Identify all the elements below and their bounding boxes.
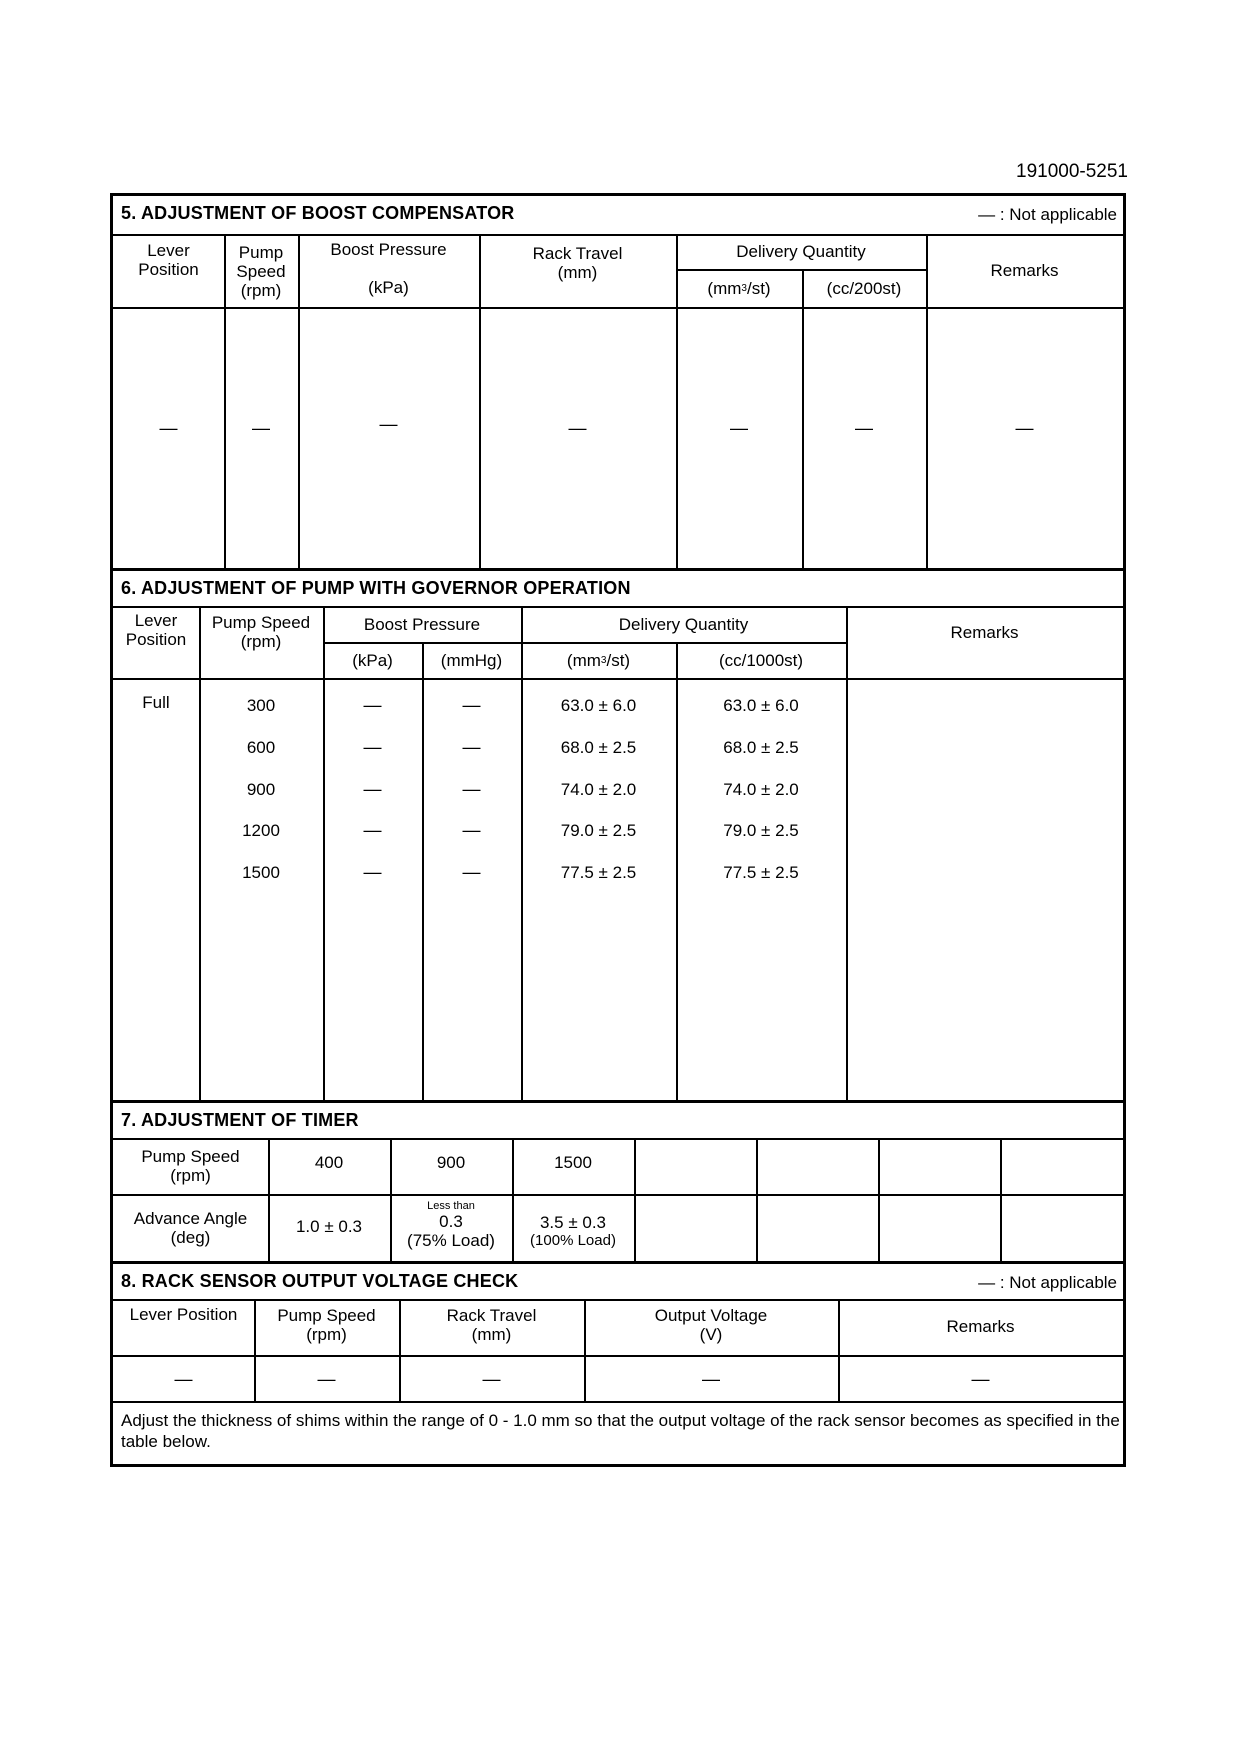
- section-8-title: 8. RACK SENSOR OUTPUT VOLTAGE CHECK: [121, 1271, 519, 1291]
- table-row-mmhg: —: [462, 736, 481, 757]
- table-row-kpa: —: [363, 861, 382, 882]
- table-row-mmhg: —: [462, 778, 481, 799]
- timer-angle-cell: [512, 1196, 634, 1260]
- section-7-title: 7. ADJUSTMENT OF TIMER: [121, 1110, 359, 1130]
- header-cc-per-200-strokes: (cc/200st): [826, 279, 902, 298]
- table-row-delivery-cc: 63.0 ± 6.0: [723, 695, 799, 715]
- table-row-mmhg: —: [462, 694, 481, 715]
- timer-speed-cell: 400: [314, 1152, 344, 1172]
- divider: [113, 678, 1123, 680]
- section-divider: [113, 568, 1123, 571]
- header-cc-per-1000-strokes: (cc/1000st): [718, 651, 804, 670]
- cell-rack-travel: —: [482, 1368, 501, 1389]
- header-rack-travel: Rack Travel (mm): [446, 1306, 537, 1344]
- header-mm3-per-stroke: (mm 3 /st): [566, 651, 631, 670]
- header-mm3-per-stroke: (mm 3 /st): [707, 279, 771, 298]
- angle-value: 3.5 ± 0.3: [539, 1213, 607, 1232]
- table-row-delivery-mm3: 74.0 ± 2.0: [560, 779, 637, 799]
- table-row-mmhg: —: [462, 861, 481, 882]
- header-lever-position: Lever Position: [129, 1304, 238, 1324]
- table-row-delivery-cc: 77.5 ± 2.5: [723, 862, 799, 882]
- table-row-delivery-mm3: 68.0 ± 2.5: [560, 737, 637, 757]
- column-rule: [756, 1138, 758, 1261]
- document-number: 191000-5251: [1016, 161, 1128, 182]
- column-rule: [199, 606, 201, 1100]
- cell-rack-travel: —: [568, 417, 587, 438]
- table-row-kpa: —: [363, 694, 382, 715]
- header-kpa: (kPa): [352, 651, 393, 670]
- divider: [113, 307, 1123, 309]
- cell-pump-speed: —: [252, 417, 270, 438]
- table-row-delivery-cc: 74.0 ± 2.0: [723, 779, 799, 799]
- table-row-kpa: —: [363, 819, 382, 840]
- header-output-voltage: Output Voltage (V): [654, 1306, 768, 1344]
- header-pump-speed: Pump Speed (rpm): [277, 1306, 376, 1344]
- section-8-not-applicable-note: — : Not applicable: [978, 1273, 1117, 1292]
- table-row-delivery-mm3: 63.0 ± 6.0: [560, 695, 637, 715]
- section-5-not-applicable-note: — : Not applicable: [978, 205, 1117, 224]
- cell-lever-position: —: [174, 1368, 193, 1389]
- section-5-title: 5. ADJUSTMENT OF BOOST COMPENSATOR: [121, 203, 515, 223]
- angle-value: 0.3: [439, 1212, 463, 1231]
- timer-speed-cell: 900: [436, 1152, 466, 1172]
- header-pump-speed: Pump Speed (rpm): [236, 243, 286, 300]
- cell-lever-position: —: [159, 417, 178, 438]
- header-remarks: Remarks: [950, 622, 1019, 642]
- column-rule: [1000, 1138, 1002, 1261]
- header-lever-position: Lever Position: [125, 611, 187, 649]
- table-row-delivery-cc: 68.0 ± 2.5: [723, 737, 799, 757]
- header-remarks: Remarks: [990, 261, 1059, 280]
- cell-lever-position-full: Full: [142, 692, 170, 712]
- table-row-mmhg: —: [462, 819, 481, 840]
- table-row-speed: 300: [246, 695, 276, 715]
- table-row-kpa: —: [363, 778, 382, 799]
- cell-boost-pressure: —: [379, 413, 398, 434]
- cell-remarks: —: [971, 1368, 990, 1389]
- load-condition: (75% Load): [407, 1231, 495, 1250]
- column-rule: [634, 1138, 636, 1261]
- table-row-delivery-mm3: 79.0 ± 2.5: [560, 820, 637, 840]
- column-rule: [323, 606, 325, 1100]
- header-remarks: Remarks: [946, 1316, 1015, 1336]
- table-row-speed: 600: [246, 737, 276, 757]
- header-lever-position: Lever Position: [138, 241, 199, 279]
- section-divider: [113, 1261, 1123, 1264]
- table-row-kpa: —: [363, 736, 382, 757]
- timer-angle-cell: [390, 1196, 512, 1260]
- specification-form: [110, 193, 1126, 1467]
- cell-remarks: —: [1015, 417, 1034, 438]
- header-boost-pressure: Boost Pressure (kPa): [330, 240, 447, 297]
- row-label-advance-angle: Advance Angle (deg): [133, 1209, 248, 1247]
- table-row-speed: 1200: [242, 820, 280, 840]
- cell-pump-speed: —: [317, 1368, 336, 1389]
- timer-angle-cell: 1.0 ± 0.3: [295, 1216, 363, 1236]
- header-pump-speed: Pump Speed (rpm): [211, 613, 311, 651]
- cell-delivery-cc: —: [855, 417, 873, 438]
- section-divider: [113, 1100, 1123, 1103]
- table-row-speed: 900: [246, 779, 276, 799]
- header-rack-travel: Rack Travel (mm): [532, 244, 623, 282]
- cell-delivery-mm3: —: [730, 417, 748, 438]
- header-delivery-quantity: Delivery Quantity: [736, 242, 866, 261]
- less-than-prefix: Less than: [427, 1200, 475, 1212]
- divider: [113, 1401, 1123, 1403]
- column-rule: [521, 606, 523, 1100]
- load-condition: (100% Load): [530, 1232, 616, 1249]
- section-6-title: 6. ADJUSTMENT OF PUMP WITH GOVERNOR OPERATION: [121, 578, 631, 598]
- header-mmhg: (mmHg): [440, 651, 503, 670]
- header-delivery-quantity: Delivery Quantity: [618, 614, 749, 634]
- column-rule: [846, 606, 848, 1100]
- table-row-delivery-cc: 79.0 ± 2.5: [723, 820, 799, 840]
- table-row-delivery-mm3: 77.5 ± 2.5: [560, 862, 637, 882]
- shim-adjustment-note: Adjust the thickness of shims within the range of 0 - 1.0 mm so that the output voltage of the rack sensor becomes as specified in the table below.: [121, 1411, 1120, 1451]
- cell-output-voltage: —: [702, 1368, 720, 1389]
- row-label-pump-speed: Pump Speed (rpm): [141, 1147, 240, 1185]
- divider: [113, 1355, 1123, 1357]
- column-rule: [878, 1138, 880, 1261]
- header-boost-pressure: Boost Pressure: [363, 614, 481, 634]
- timer-speed-cell: 1500: [554, 1152, 592, 1172]
- table-row-speed: 1500: [242, 862, 280, 882]
